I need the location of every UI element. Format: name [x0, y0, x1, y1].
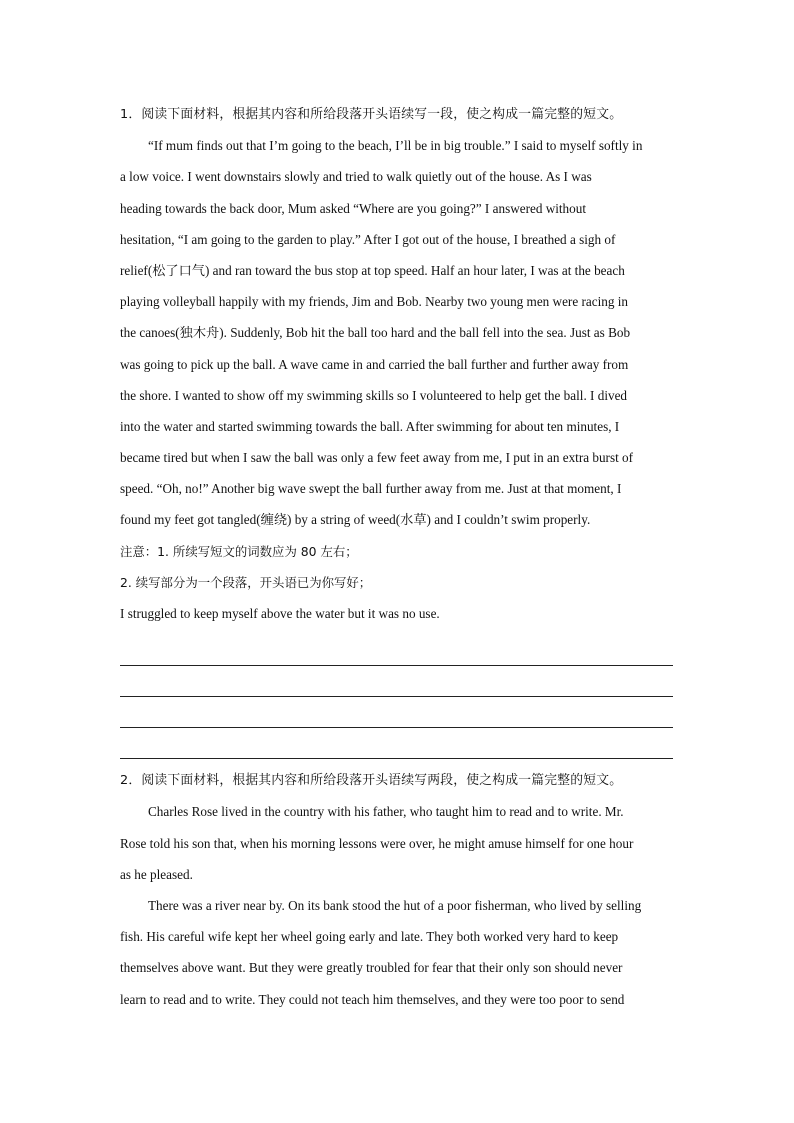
answer-line[interactable]	[120, 728, 673, 759]
q1-passage-line: speed. “Oh, no!” Another big wave swept the ball further away from me. Just at that moment, I	[120, 481, 622, 497]
q1-passage-line: became tired but when I saw the ball was only a few feet away from me, I put in an extra burst of	[120, 450, 634, 466]
q2-para1-line: Rose told his son that, when his morning lessons were over, he might amuse himself for one hour	[120, 835, 634, 851]
q1-note-1: 注意：1. 所续写短文的词数应为 80 左右；	[120, 543, 358, 559]
q1-note-2: 2. 续写部分为一个段落，开头语已为你写好；	[120, 574, 372, 590]
answer-line[interactable]	[120, 666, 673, 697]
q1-passage-line: “If mum finds out that I’m going to the beach, I’ll be in big trouble.” I said to myself softly in	[148, 138, 643, 154]
q1-passage-line: the canoes(独木舟). Suddenly, Bob hit the ball too hard and the ball fell into the sea. Just as Bob	[120, 325, 631, 341]
answer-line[interactable]	[120, 697, 673, 728]
q2-para1-line: as he pleased.	[120, 866, 193, 882]
q1-passage-line: the shore. I wanted to show off my swimming skills so I volunteered to help get the ball. I dived	[120, 387, 628, 403]
q1-passage-line: heading towards the back door, Mum asked “Where are you going?” I answered without	[120, 200, 587, 216]
q1-passage-line: relief(松了口气) and ran toward the bus stop at top speed. Half an hour later, I was at the beach	[120, 262, 625, 278]
q1-passage-line: a low voice. I went downstairs slowly and tried to walk quietly out of the house. As I was	[120, 169, 592, 185]
q1-passage-line: into the water and started swimming towards the ball. After swimming for about ten minutes, I	[120, 418, 620, 434]
q1-answer-area[interactable]	[120, 635, 673, 759]
answer-line[interactable]	[120, 635, 673, 666]
q1-passage-line: was going to pick up the ball. A wave came in and carried the ball further and further away from	[120, 356, 629, 372]
q1-heading: 1．阅读下面材料，根据其内容和所给段落开头语续写一段，使之构成一篇完整的短文。	[120, 107, 623, 122]
q2-para2-line: There was a river near by. On its bank stood the hut of a poor fisherman, who lived by selling	[148, 897, 642, 913]
q2-para1-line: Charles Rose lived in the country with his father, who taught him to read and to write. Mr.	[148, 804, 624, 820]
q2-para2-line: fish. His careful wife kept her wheel going early and late. They both worked very hard to keep	[120, 929, 619, 945]
q1-passage-line: hesitation, “I am going to the garden to play.” After I got out of the house, I breathed a sigh of	[120, 231, 616, 247]
q2-para2-line: themselves above want. But they were greatly troubled for fear that their only son should never	[120, 960, 623, 976]
q1-passage-line: playing volleyball happily with my friends, Jim and Bob. Nearby two young men were racing in	[120, 294, 628, 310]
q2-para2-line: learn to read and to write. They could not teach him themselves, and they were too poor to send	[120, 991, 625, 1007]
document-content	[120, 99, 673, 1015]
q1-passage-line: found my feet got tangled(缠绕) by a string of weed(水草) and I couldn’t swim properly.	[120, 512, 591, 528]
q2-heading: 2．阅读下面材料，根据其内容和所给段落开头语续写两段，使之构成一篇完整的短文。	[120, 773, 623, 789]
q1-opening-sentence: I struggled to keep myself above the water but it was no use.	[120, 606, 440, 621]
